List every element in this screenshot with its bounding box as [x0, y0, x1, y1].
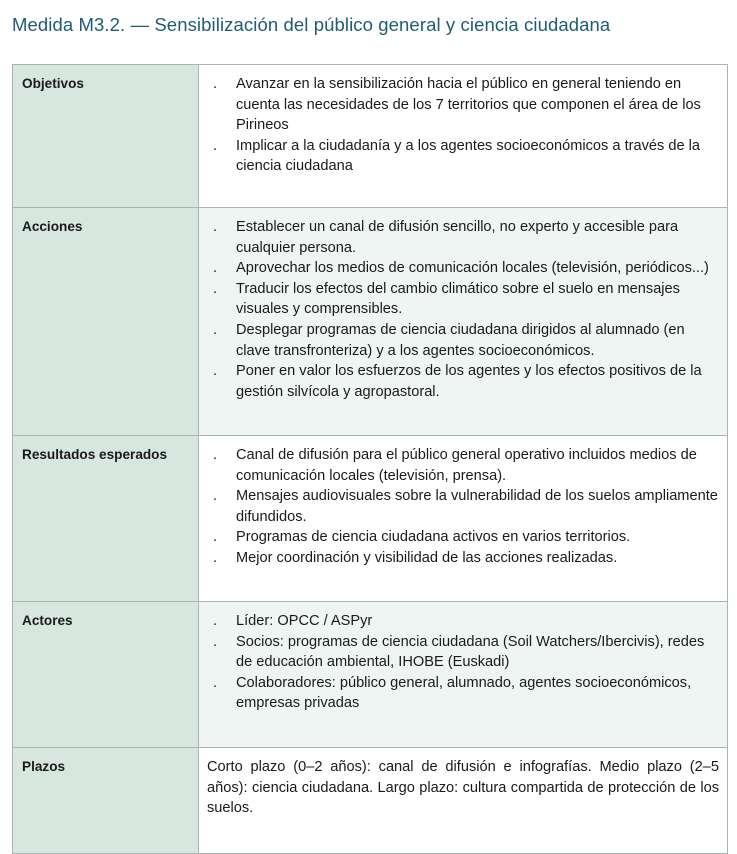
list-item-text: Canal de difusión para el público general operativo incluidos medios de comunicación locales (televisión, prensa).: [236, 447, 697, 484]
list-item: [207, 486, 719, 527]
list-item-text: Programas de ciencia ciudadana activos en varios territorios.: [236, 529, 631, 546]
label-objetivos: Objetivos: [13, 65, 199, 208]
list-item: [207, 258, 719, 279]
list-item-text: Avanzar en la sensibilización hacia el público en general teniendo en cuenta las necesidades de los 7 territorios que componen el área de los Pirineos: [236, 76, 701, 134]
bullet-dot: .: [213, 613, 218, 629]
row-resultados: [13, 436, 728, 602]
resultados-list: [207, 445, 719, 569]
content-acciones: [199, 208, 728, 436]
bullet-dot: .: [213, 219, 218, 235]
actores-list: [207, 611, 719, 714]
row-actores: [13, 602, 728, 748]
list-item: [207, 632, 719, 673]
bullet-dot: .: [213, 488, 218, 505]
objetivos-list: [207, 74, 719, 177]
bullet-dot: .: [213, 363, 218, 380]
row-plazos: [13, 748, 728, 854]
list-item: [207, 136, 719, 177]
list-item-text: Aprovechar los medios de comunicación locales (televisión, periódicos...): [236, 260, 709, 277]
list-item-text: Establecer un canal de difusión sencillo, no experto y accesible para cualquier persona.: [236, 219, 679, 256]
bullet-dot: .: [213, 137, 218, 154]
bullet-dot: .: [213, 447, 218, 463]
list-item-text: Traducir los efectos del cambio climático sobre el suelo en mensajes visuales y comprensibles.: [236, 280, 680, 318]
bullet-dot: .: [213, 674, 218, 691]
list-item: [207, 548, 719, 569]
list-item: [207, 320, 719, 361]
bullet-dot: .: [213, 76, 218, 92]
list-item: [207, 673, 719, 714]
content-resultados: [199, 436, 728, 602]
bullet-dot: .: [213, 529, 218, 546]
list-item-text: Líder: OPCC / ASPyr: [236, 613, 373, 629]
list-item: [207, 445, 719, 486]
label-actores: Actores: [13, 602, 199, 748]
bullet-dot: .: [213, 633, 218, 650]
bullet-dot: .: [213, 549, 218, 566]
content-plazos: [199, 748, 728, 854]
page-title: Medida M3.2. — Sensibilización del público general y ciencia ciudadana: [12, 14, 611, 35]
acciones-list: [207, 217, 719, 402]
label-acciones: Acciones: [13, 208, 199, 436]
bullet-dot: .: [213, 260, 218, 277]
list-item: [207, 611, 719, 632]
list-item: [207, 74, 719, 136]
row-objetivos: [13, 65, 728, 208]
list-item: [207, 361, 719, 402]
list-item: [207, 527, 719, 548]
content-objetivos: [199, 65, 728, 208]
row-acciones: [13, 208, 728, 436]
list-item: [207, 279, 719, 320]
bullet-dot: .: [213, 280, 218, 297]
list-item-text: Desplegar programas de ciencia ciudadana dirigidos al alumnado (en clave transfronteriza) y a los agentes socioeconómicos.: [236, 321, 685, 359]
list-item-text: Socios: programas de ciencia ciudadana (Soil Watchers/Ibercivis), redes de educación ambiental, IHOBE (Euskadi): [236, 633, 705, 671]
list-item-text: Mejor coordinación y visibilidad de las acciones realizadas.: [236, 549, 618, 566]
list-item-text: Colaboradores: público general, alumnado, agentes socioeconómicos, empresas privadas: [236, 674, 692, 712]
bullet-dot: .: [213, 321, 218, 338]
measure-table: [12, 64, 728, 854]
label-resultados: Resultados esperados: [13, 436, 199, 602]
label-plazos: Plazos: [13, 748, 199, 854]
list-item-text: Poner en valor los esfuerzos de los agentes y los efectos positivos de la gestión silvícola y agropastoral.: [236, 363, 702, 400]
list-item-text: Mensajes audiovisuales sobre la vulnerabilidad de los suelos ampliamente difundidos.: [236, 488, 718, 525]
content-actores: [199, 602, 728, 748]
list-item: [207, 217, 719, 258]
plazos-text: Corto plazo (0–2 años): canal de difusión e infografías. Medio plazo (2–5 años): ciencia ciudadana. Largo plazo: cultura compartida de protección de los suelos.: [207, 759, 719, 817]
list-item-text: Implicar a la ciudadanía y a los agentes socioeconómicos a través de la ciencia ciudadana: [236, 137, 701, 175]
